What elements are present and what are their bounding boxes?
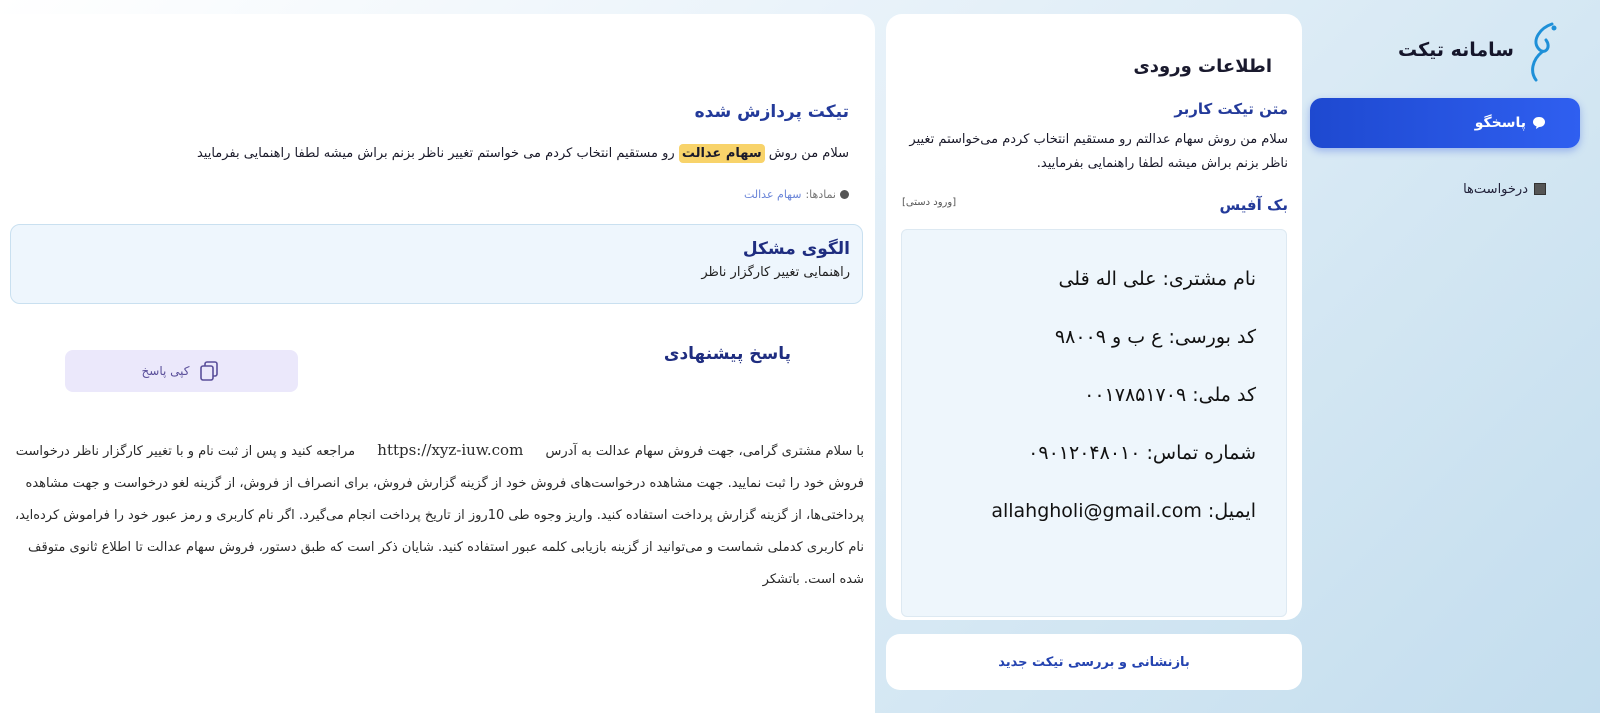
problem-pattern-title: الگوی مشکل — [742, 239, 850, 259]
input-info-title: اطلاعات ورودی — [1133, 56, 1272, 77]
copy-icon — [197, 359, 221, 383]
swoosh-logo-icon — [1522, 18, 1562, 82]
problem-pattern-desc: راهنمایی تغییر کارگزار ناظر — [701, 265, 850, 280]
square-icon — [1534, 183, 1546, 195]
processed-text-before: سلام من روش — [768, 146, 849, 161]
input-info-panel — [886, 14, 1302, 620]
processed-ticket-title: تیکت پردازش شده — [694, 102, 849, 122]
processed-ticket-panel — [0, 14, 875, 713]
user-ticket-title: متن تیکت کاربر — [1174, 100, 1288, 118]
answer-text-after-url: مراجعه کنید و پس از ثبت نام و با تغییر کارگزار ناظر درخواست فروش خود را ثبت نمایید. جهت مشاهده درخواست‌های فروش خود از گزینه گزارش فروش، برای انصراف از فروش، از گزینه لغو درخواست و جهت مشاهده پرداختی‌ها، از گزینه گزارش پرداخت استفاده کنید. واریز وجوه طی 10روز از تاریخ پرداخت انجام می‌گیرد. اگر نام کاربری و رمز عبور خود را فراموش کرده‌اید، نام کاربری کدملی شماست و می‌توانید از گزینه بازیابی کلمه عبور استفاده کنید. شایان ذکر است که طبق دستور، فروش سهام عدالت تا اطلاع ثانوی متوقف شده است. باتشکر — [14, 444, 864, 587]
suggested-answer-title: پاسخ پیشنهادی — [663, 344, 791, 364]
symbols-row — [744, 188, 849, 201]
copy-answer-button[interactable] — [65, 350, 298, 392]
chat-bubble-icon — [1532, 116, 1546, 130]
answer-text-before-url: با سلام مشتری گرامی، جهت فروش سهام عدالت به آدرس — [545, 444, 864, 459]
sidebar-item-responder[interactable] — [1310, 98, 1580, 148]
email: ایمیل: allahgholi@gmail.com — [991, 500, 1256, 522]
backoffice-box — [901, 229, 1287, 617]
copy-answer-label: کپی پاسخ — [141, 364, 190, 378]
symbols-label: نمادها: — [805, 188, 836, 201]
symbol-highlight: سهام عدالت — [679, 144, 765, 163]
user-ticket-text: سلام من روش سهام عدالتم رو مستقیم انتخاب کردم می‌خواستم تغییر ناظر بزنم براش میشه لطفا راهنمایی بفرمایید. — [909, 132, 1288, 171]
sidebar-item-requests[interactable] — [1310, 172, 1580, 206]
symbol-dot-icon — [840, 190, 849, 199]
processed-ticket-text — [197, 146, 849, 161]
answer-url: https://xyz-iuw.com — [377, 441, 524, 459]
sidebar-item-responder-label: پاسخگو — [1474, 115, 1526, 131]
national-code: کد ملی: ۰۰۱۷۸۵۱۷۰۹ — [1084, 384, 1256, 406]
manual-entry-tag: [ورود دستی] — [902, 197, 957, 208]
customer-name: نام مشتری: علی اله قلی — [1058, 268, 1256, 290]
phone-number: شماره تماس: ۰۹۰۱۲۰۴۸۰۱۰ — [1028, 442, 1256, 464]
brand-title: سامانه تیکت — [1397, 39, 1514, 61]
suggested-answer-text — [14, 434, 864, 596]
backoffice-title: بک آفیس — [1219, 196, 1288, 214]
brand — [1398, 18, 1562, 82]
reset-ticket-button[interactable]: بازنشانی و بررسی تیکت جدید — [886, 634, 1302, 690]
symbols-value: سهام عدالت — [743, 188, 802, 201]
problem-pattern-box — [10, 224, 863, 304]
sidebar-item-requests-label: درخواست‌ها — [1463, 181, 1528, 197]
exchange-code: کد بورسی: ع ب و ۹۸۰۰۹ — [1054, 326, 1256, 348]
sidebar — [1300, 0, 1600, 713]
processed-text-after: رو مستقیم انتخاب کردم می خواستم تغییر ناظر بزنم براش میشه لطفا راهنمایی بفرمایید — [196, 146, 675, 161]
